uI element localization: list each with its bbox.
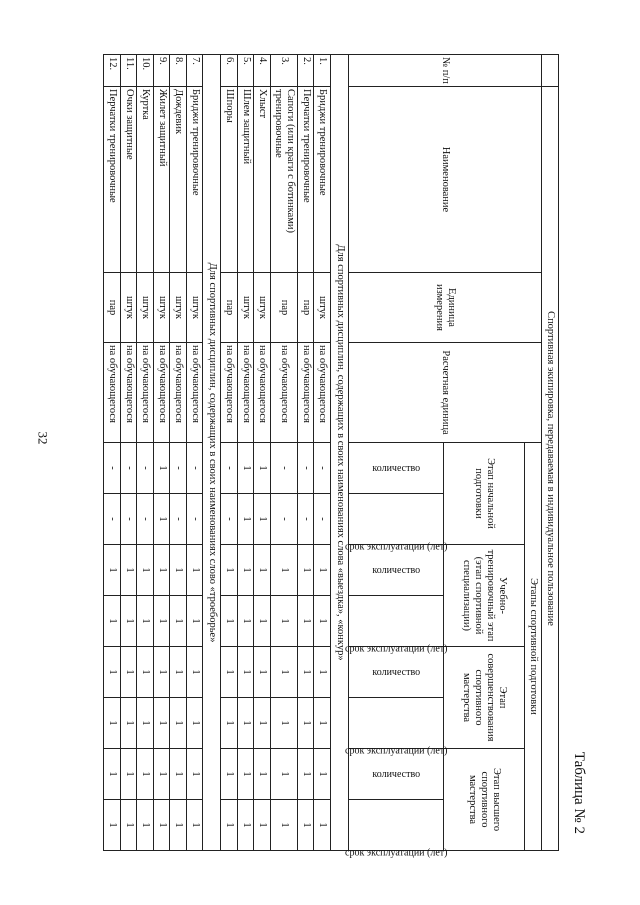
row-number: 10. xyxy=(137,55,154,87)
row-number: 5. xyxy=(237,55,254,87)
row-unit: штук xyxy=(186,273,203,343)
row-value: 1 xyxy=(314,698,331,749)
row-value: 1 xyxy=(104,698,121,749)
row-value: 1 xyxy=(153,698,170,749)
row-value: 1 xyxy=(254,698,271,749)
header-term-1: срок эксплуатации (лет) xyxy=(349,494,444,545)
row-number: 9. xyxy=(153,55,170,87)
table-row xyxy=(120,55,137,851)
row-unit: пар xyxy=(270,273,297,343)
row-value: 1 xyxy=(120,800,137,851)
row-unit: штук xyxy=(314,273,331,343)
row-value: 1 xyxy=(137,698,154,749)
row-value: 1 xyxy=(270,749,297,800)
row-value: 1 xyxy=(254,494,271,545)
row-value: 1 xyxy=(221,800,238,851)
row-unit: пар xyxy=(104,273,121,343)
row-value: 1 xyxy=(298,647,315,698)
row-calc-unit: на обучающегося xyxy=(270,343,297,443)
table-row xyxy=(298,55,315,851)
header-term-3: срок эксплуатации (лет) xyxy=(349,698,444,749)
row-value: 1 xyxy=(314,545,331,596)
row-value: - xyxy=(120,494,137,545)
row-value: 1 xyxy=(170,698,187,749)
row-value: 1 xyxy=(298,698,315,749)
row-value: 1 xyxy=(186,647,203,698)
row-value: 1 xyxy=(104,749,121,800)
row-number: 1. xyxy=(314,55,331,87)
header-stage-1: Этап начальной подготовки xyxy=(444,443,525,545)
row-value: - xyxy=(270,443,297,494)
row-name: Шпоры xyxy=(221,87,238,273)
table-row xyxy=(314,55,331,851)
row-value: 1 xyxy=(254,545,271,596)
page-number: 32 xyxy=(35,431,51,445)
row-value: - xyxy=(314,494,331,545)
row-value: - xyxy=(298,443,315,494)
header-stage-3: Этап совершенствования спортивного мастерства xyxy=(444,647,525,749)
row-calc-unit: на обучающегося xyxy=(254,343,271,443)
row-unit: штук xyxy=(254,273,271,343)
row-number: 2. xyxy=(298,55,315,87)
row-value: 1 xyxy=(120,749,137,800)
row-value: 1 xyxy=(237,545,254,596)
row-name: Куртка xyxy=(137,87,154,273)
row-value: 1 xyxy=(254,596,271,647)
table-row xyxy=(170,55,187,851)
row-value: 1 xyxy=(170,545,187,596)
row-value: 1 xyxy=(314,647,331,698)
row-value: 1 xyxy=(137,749,154,800)
table-row xyxy=(221,55,238,851)
row-value: 1 xyxy=(186,698,203,749)
row-value: 1 xyxy=(104,800,121,851)
row-value: 1 xyxy=(221,698,238,749)
row-value: 1 xyxy=(153,647,170,698)
row-value: 1 xyxy=(153,800,170,851)
row-value: - xyxy=(170,494,187,545)
row-value: 1 xyxy=(270,800,297,851)
header-qty-4: количество xyxy=(349,749,444,800)
row-name: Очки защитные xyxy=(120,87,137,273)
row-value: 1 xyxy=(221,545,238,596)
row-value: 1 xyxy=(270,698,297,749)
row-value: 1 xyxy=(254,749,271,800)
row-value: 1 xyxy=(137,647,154,698)
row-value: - xyxy=(104,443,121,494)
row-name: Перчатки тренировочные xyxy=(104,87,121,273)
row-value: 1 xyxy=(314,749,331,800)
row-unit: штук xyxy=(237,273,254,343)
table-row xyxy=(270,55,297,851)
row-name: Перчатки тренировочные xyxy=(298,87,315,273)
row-value: 1 xyxy=(120,596,137,647)
table-row xyxy=(104,55,121,851)
row-unit: штук xyxy=(120,273,137,343)
row-value: 1 xyxy=(137,800,154,851)
header-unit: Единица измерения xyxy=(349,273,542,343)
row-value: - xyxy=(270,494,297,545)
header-qty-1: количество xyxy=(349,443,444,494)
row-value: 1 xyxy=(186,749,203,800)
row-value: 1 xyxy=(104,647,121,698)
row-number: 12. xyxy=(104,55,121,87)
table-row xyxy=(153,55,170,851)
header-number: № п/п xyxy=(349,55,542,87)
row-value: 1 xyxy=(314,800,331,851)
row-value: 1 xyxy=(221,749,238,800)
section-title: Для спортивных дисциплин, содержащих в своих наименованиях слова «выездка», «конкур» xyxy=(331,55,349,851)
row-value: 1 xyxy=(186,545,203,596)
row-calc-unit: на обучающегося xyxy=(237,343,254,443)
row-calc-unit: на обучающегося xyxy=(104,343,121,443)
row-value: - xyxy=(137,443,154,494)
row-value: - xyxy=(221,443,238,494)
row-value: 1 xyxy=(153,749,170,800)
table-row xyxy=(254,55,271,851)
header-term-4: срок эксплуатации (лет) xyxy=(349,800,444,851)
row-value: 1 xyxy=(153,443,170,494)
row-value: 1 xyxy=(186,596,203,647)
row-unit: пар xyxy=(221,273,238,343)
section-header xyxy=(331,55,349,851)
row-value: - xyxy=(298,494,315,545)
row-value: 1 xyxy=(237,698,254,749)
row-calc-unit: на обучающегося xyxy=(137,343,154,443)
table-row xyxy=(137,55,154,851)
row-value: 1 xyxy=(104,596,121,647)
table-row xyxy=(186,55,203,851)
row-name: Бриджи тренировочные xyxy=(314,87,331,273)
row-number: 6. xyxy=(221,55,238,87)
row-value: - xyxy=(186,443,203,494)
row-calc-unit: на обучающегося xyxy=(298,343,315,443)
row-value: 1 xyxy=(237,800,254,851)
row-value: 1 xyxy=(254,647,271,698)
row-value: 1 xyxy=(254,443,271,494)
row-value: - xyxy=(170,443,187,494)
row-value: 1 xyxy=(237,647,254,698)
row-value: 1 xyxy=(153,545,170,596)
row-value: 1 xyxy=(237,494,254,545)
row-value: 1 xyxy=(186,800,203,851)
row-unit: штук xyxy=(170,273,187,343)
section-title: Для спортивных дисциплин, содержащих в своих наименованиях слово «троеборье» xyxy=(203,55,221,851)
header-stage-2: Учебно-тренировочный этап (этап спортивной специализации) xyxy=(444,545,525,647)
header-blank xyxy=(542,55,559,87)
row-name: Жилет защитный xyxy=(153,87,170,273)
row-value: 1 xyxy=(170,596,187,647)
row-calc-unit: на обучающегося xyxy=(120,343,137,443)
row-value: - xyxy=(120,443,137,494)
header-calc-unit: Расчетная единица xyxy=(349,343,542,443)
row-value: 1 xyxy=(120,698,137,749)
row-value: 1 xyxy=(237,443,254,494)
row-number: 3. xyxy=(270,55,297,87)
row-value: - xyxy=(137,494,154,545)
row-value: - xyxy=(186,494,203,545)
row-value: 1 xyxy=(221,647,238,698)
row-value: 1 xyxy=(120,545,137,596)
row-value: - xyxy=(314,443,331,494)
row-value: 1 xyxy=(298,749,315,800)
row-value: 1 xyxy=(237,596,254,647)
row-value: 1 xyxy=(104,545,121,596)
row-value: - xyxy=(104,494,121,545)
table-number: Таблица № 2 xyxy=(571,751,587,834)
row-unit: штук xyxy=(137,273,154,343)
row-value: - xyxy=(221,494,238,545)
row-value: 1 xyxy=(221,596,238,647)
row-value: 1 xyxy=(270,545,297,596)
header-qty-2: количество xyxy=(349,545,444,596)
row-value: 1 xyxy=(137,545,154,596)
row-value: 1 xyxy=(137,596,154,647)
row-calc-unit: на обучающегося xyxy=(186,343,203,443)
row-value: 1 xyxy=(170,749,187,800)
row-value: 1 xyxy=(270,596,297,647)
row-value: 1 xyxy=(120,647,137,698)
row-number: 7. xyxy=(186,55,203,87)
row-value: 1 xyxy=(298,545,315,596)
row-name: Сапоги (или краги с ботинками) тренировочные xyxy=(270,87,297,273)
equipment-table xyxy=(103,54,559,859)
row-number: 4. xyxy=(254,55,271,87)
row-name: Хлыст xyxy=(254,87,271,273)
header-name: Наименование xyxy=(349,87,542,273)
row-calc-unit: на обучающегося xyxy=(221,343,238,443)
row-value: 1 xyxy=(153,596,170,647)
row-value: 1 xyxy=(270,647,297,698)
row-name: Шлем защитный xyxy=(237,87,254,273)
header-qty-3: количество xyxy=(349,647,444,698)
row-name: Бриджи тренировочные xyxy=(186,87,203,273)
row-value: 1 xyxy=(153,494,170,545)
row-number: 8. xyxy=(170,55,187,87)
rotated-page xyxy=(61,52,587,859)
row-value: 1 xyxy=(298,596,315,647)
row-number: 11. xyxy=(120,55,137,87)
section-header xyxy=(203,55,221,851)
header-term-2: срок эксплуатации (лет) xyxy=(349,596,444,647)
header-stage-4: Этап высшего спортивного мастерства xyxy=(444,749,525,851)
row-unit: штук xyxy=(153,273,170,343)
row-value: 1 xyxy=(314,596,331,647)
row-value: 1 xyxy=(298,800,315,851)
row-calc-unit: на обучающегося xyxy=(170,343,187,443)
row-value: 1 xyxy=(170,800,187,851)
header-title: Спортивная экипировка, передаваемая в индивидуальное пользование xyxy=(542,87,559,851)
row-value: 1 xyxy=(170,647,187,698)
row-unit: пар xyxy=(298,273,315,343)
row-name: Дождевик xyxy=(170,87,187,273)
row-value: 1 xyxy=(254,800,271,851)
table-row xyxy=(237,55,254,851)
row-value: 1 xyxy=(237,749,254,800)
row-calc-unit: на обучающегося xyxy=(153,343,170,443)
header-stages-title: Этапы спортивной подготовки xyxy=(525,443,542,851)
row-calc-unit: на обучающегося xyxy=(314,343,331,443)
